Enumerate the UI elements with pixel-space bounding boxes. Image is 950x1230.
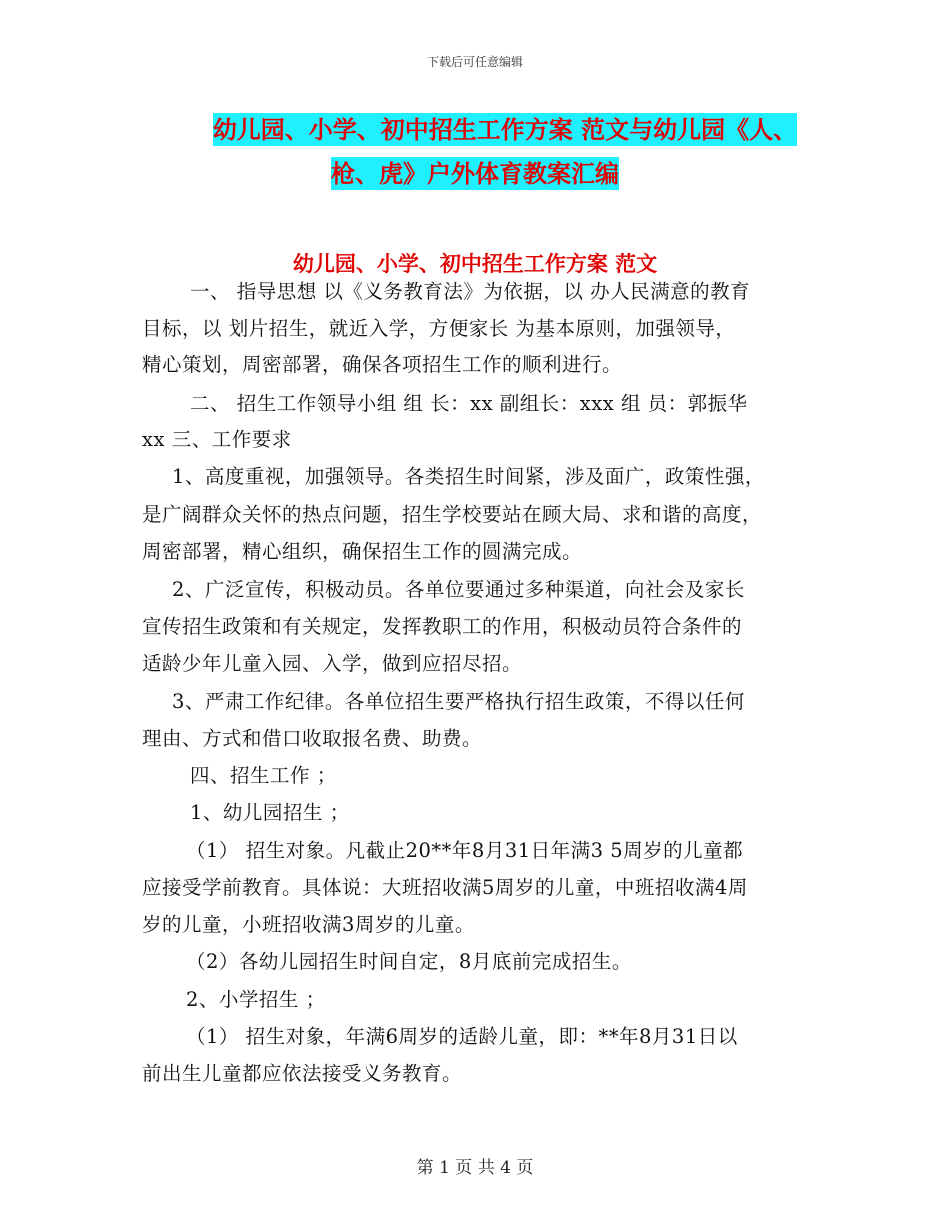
body-line: 适龄少年儿童入园、入学，做到应招尽招。: [142, 652, 523, 675]
body-line: 1、幼儿园招生 ；: [190, 801, 350, 824]
body-line: 四、招生工作 ；: [190, 764, 337, 787]
body-line: 目标，以 划片招生，就近入学，方便家长 为基本原则，加强领导，: [142, 317, 736, 340]
body-line: xx 三、工作要求: [142, 428, 292, 451]
document-title-line-2: [0, 157, 950, 191]
header-note: 下载后可任意编辑: [426, 55, 523, 69]
section-title: 幼儿园、小学、初中招生工作方案 范文: [292, 251, 658, 276]
page-footer: 第 1 页 共 4 页: [416, 1158, 534, 1178]
body-line: 是广阔群众关怀的热点问题，招生学校要站在顾大局、求和谐的高度，: [142, 503, 763, 526]
body-line: （1） 招生对象。凡截止20**年8月31日年满3 5周岁的儿童都: [186, 839, 744, 862]
body-line: 精心策划，周密部署，确保各项招生工作的顺利进行。: [142, 353, 623, 376]
body-line: 一、 指导思想 以《义务教育法》为依据，以 办人民满意的教育: [190, 280, 751, 303]
document-title-text-1: 幼儿园、小学、初中招生工作方案 范文与幼儿园《人、: [212, 115, 798, 144]
body-line: 周密部署，精心组织，确保招生工作的圆满完成。: [142, 540, 583, 563]
body-line: 岁的儿童，小班招收满3周岁的儿童。: [142, 913, 475, 936]
body-line: 2、广泛宣传，积极动员。各单位要通过多种渠道，向社会及家长: [172, 578, 745, 601]
document-title-text-2: 枪、虎》户外体育教案汇编: [331, 159, 619, 188]
body-line: （2）各幼儿园招生时间自定，8月底前完成招生。: [186, 950, 632, 973]
body-line: 应接受学前教育。具体说：大班招收满5周岁的儿童，中班招收满4周: [142, 876, 748, 899]
body-line: 理由、方式和借口收取报名费、助费。: [142, 727, 483, 750]
body-line: 前出生儿童都应依法接受义务教育。: [142, 1062, 463, 1085]
body-line: 宣传招生政策和有关规定，发挥教职工的作用，积极动员符合条件的: [142, 615, 743, 638]
body-line: （1） 招生对象，年满6周岁的适龄儿童，即：**年8月31日以: [186, 1025, 738, 1048]
body-line: 二、 招生工作领导小组 组 长：xx 副组长：xxx 组 员：郭振华: [190, 392, 748, 415]
body-line: 1、高度重视，加强领导。各类招生时间紧，涉及面广，政策性强，: [172, 465, 765, 488]
body-line: 3、严肃工作纪律。各单位招生要严格执行招生政策，不得以任何: [172, 690, 745, 713]
document-title-line-1: [30, 113, 950, 147]
body-line: 2、小学招生 ；: [186, 988, 326, 1011]
